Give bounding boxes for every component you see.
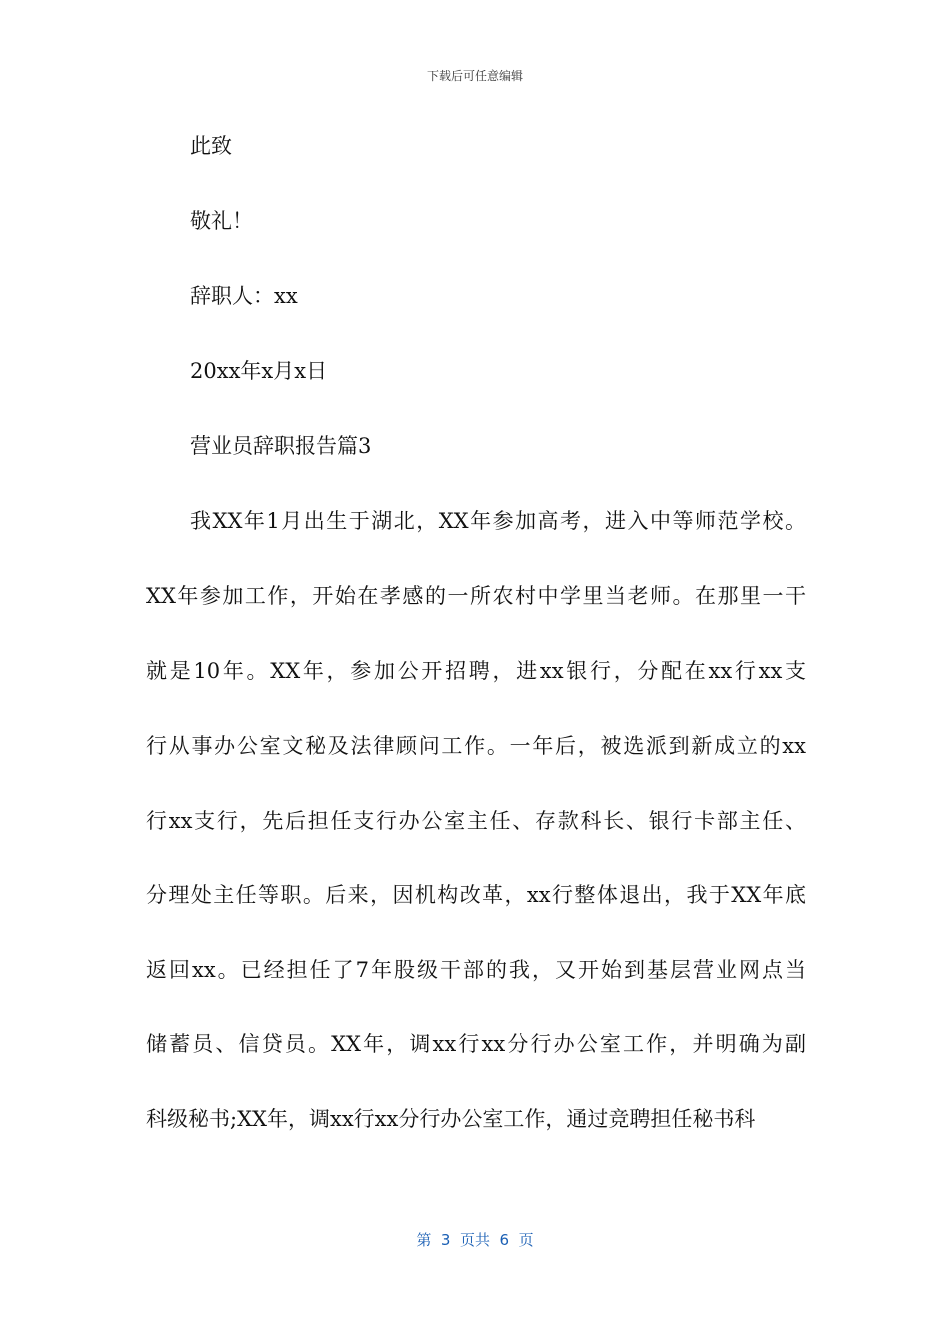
paragraph-line: 就是10年。XX年，参加公开招聘，进xx银行，分配在xx行xx支	[146, 659, 806, 683]
section-title: 营业员辞职报告篇3	[190, 434, 372, 458]
closing-regards: 敬礼！	[190, 209, 253, 233]
paragraph-line: 分理处主任等职。后来，因机构改革，xx行整体退出，我于XX年底	[146, 883, 806, 907]
signer-line: 辞职人：xx	[190, 284, 298, 308]
paragraph-line: 返回xx。已经担任了7年股级干部的我，又开始到基层营业网点当	[146, 958, 806, 982]
date-line: 20xx年x月x日	[190, 359, 328, 383]
paragraph-line: XX年参加工作，开始在孝感的一所农村中学里当老师。在那里一干	[146, 584, 806, 608]
header-note: 下载后可任意编辑	[426, 69, 523, 83]
closing-salutation: 此致	[190, 134, 232, 158]
paragraph-line: 科级秘书;XX年，调xx行xx分行办公室工作，通过竞聘担任秘书科	[146, 1107, 756, 1131]
paragraph-line: 储蓄员、信贷员。XX年，调xx行xx分行办公室工作，并明确为副	[146, 1032, 806, 1056]
paragraph-line: 行xx支行，先后担任支行办公室主任、存款科长、银行卡部主任、	[146, 809, 806, 833]
page-number-footer: 第 3 页共 6 页	[416, 1231, 534, 1249]
paragraph-line: 行从事办公室文秘及法律顾问工作。一年后，被选派到新成立的xx	[146, 734, 806, 758]
paragraph-line: 我XX年1月出生于湖北，XX年参加高考，进入中等师范学校。	[190, 509, 806, 533]
